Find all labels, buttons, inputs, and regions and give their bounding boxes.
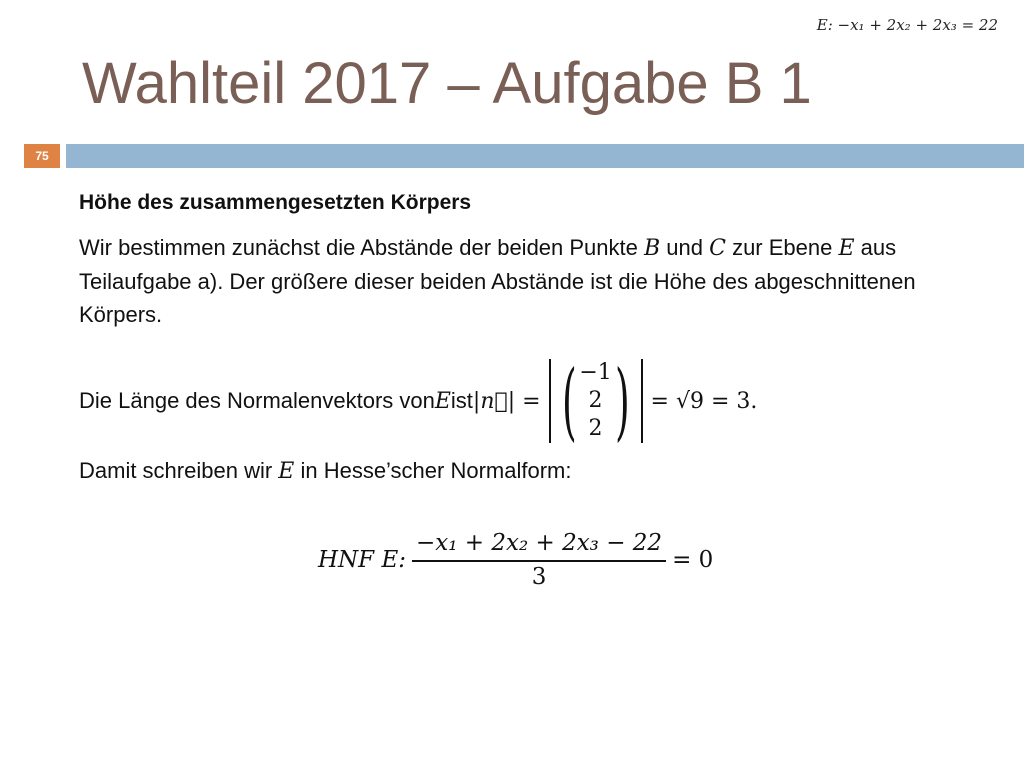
plane-e: E: [278, 459, 295, 484]
vector-component-3: 2: [588, 416, 603, 441]
slide-number-badge: 75: [24, 144, 60, 168]
normal-vector: [579, 359, 611, 443]
hnf-rhs: = 0: [672, 547, 714, 573]
point-b: B: [644, 236, 661, 261]
para1-text-3: zur Ebene: [725, 235, 839, 260]
hnf-numerator: −x₁ + 2x₂ + 2x₃ − 22: [412, 530, 666, 562]
abs-bar-left: [549, 359, 551, 443]
plane-e: E: [434, 388, 451, 414]
vector-component-1: −1: [579, 360, 612, 385]
intro-paragraph: [79, 231, 979, 331]
hnf-denominator: 3: [531, 564, 547, 590]
norm-abs-n: |n⃗| =: [472, 388, 541, 414]
para1-text-2: und: [660, 235, 710, 260]
slide-content: [79, 186, 979, 331]
hesse-intro-line: [79, 458, 571, 484]
normal-vector-abs: ( −1 2 2 ): [547, 359, 645, 443]
corner-equation: E: −x₁ + 2x₂ + 2x₃ = 22: [816, 16, 998, 34]
title-divider-bar: [66, 144, 1024, 168]
section-heading: Höhe des zusammengesetzten Körpers: [79, 191, 472, 214]
hesse-text-2: in Hesse’scher Normalform:: [294, 458, 572, 483]
vector-component-2: 2: [588, 388, 603, 413]
para1-text-4: aus Teilaufgabe a). Der größere dieser beiden Abstände ist die Höhe des abgeschnittenen Körpers.: [79, 235, 916, 327]
normal-vector-length-line: [79, 352, 758, 450]
norm-result: = √9 = 3.: [650, 388, 758, 414]
hnf-label: HNF E:: [318, 547, 406, 573]
hesse-normal-form-equation: [318, 530, 713, 590]
point-c: C: [709, 236, 726, 261]
slide-title: Wahlteil 2017 – Aufgabe B 1: [82, 51, 812, 116]
hesse-text-1: Damit schreiben wir: [79, 458, 279, 483]
abs-bar-right: [641, 359, 643, 443]
para1-text-1: Wir bestimmen zunächst die Abstände der beiden Punkte: [79, 235, 644, 260]
plane-e: E: [838, 236, 855, 261]
norm-text-1: Die Länge des Normalenvektors von: [79, 388, 435, 413]
hnf-fraction: [412, 530, 666, 590]
norm-text-2: ist: [450, 388, 473, 413]
